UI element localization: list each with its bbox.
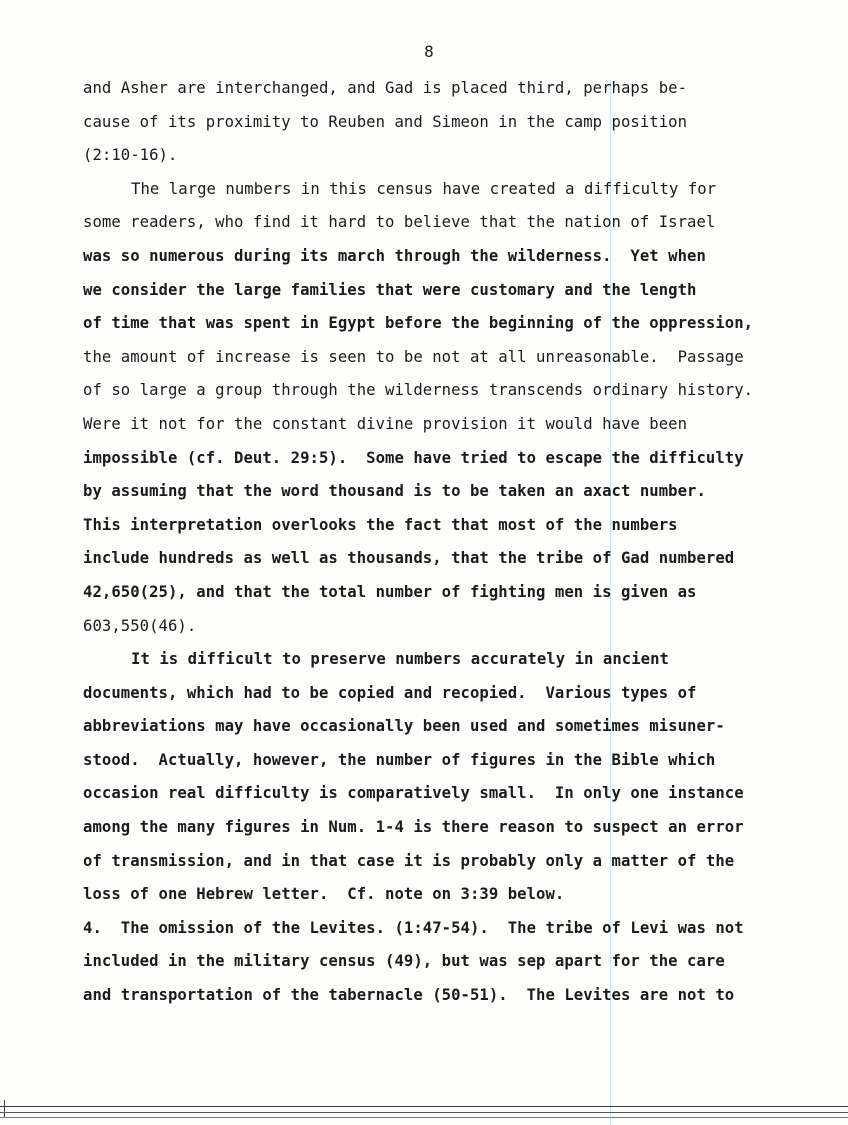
text-line: impossible (cf. Deut. 29:5). Some have tried to escape the difficulty xyxy=(83,448,744,467)
text-line: and Asher are interchanged, and Gad is placed third, perhaps be- xyxy=(83,79,688,97)
paragraph-start-line: It is difficult to preserve numbers accurately in ancient xyxy=(131,650,669,669)
text-line: among the many figures in Num. 1-4 is there reason to suspect an error xyxy=(83,818,744,837)
text-line: cause of its proximity to Reuben and Simeon in the camp position xyxy=(83,112,688,131)
body-text xyxy=(83,72,823,1013)
scan-bottom-rule xyxy=(0,1112,848,1113)
text-line: of so large a group through the wilderness transcends ordinary history. xyxy=(83,381,754,400)
section-heading-line: 4. The omission of the Levites. (1:47-54). The tribe of Levi was not xyxy=(83,918,744,937)
text-line: (2:10-16). xyxy=(83,146,178,165)
text-line: of transmission, and in that case it is probably only a matter of the xyxy=(83,851,735,870)
text-line: loss of one Hebrew letter. Cf. note on 3:39 below. xyxy=(83,885,565,904)
paragraph-start-line: The large numbers in this census have created a difficulty for xyxy=(131,179,717,198)
page-number: 8 xyxy=(424,42,434,61)
text-line: some readers, who find it hard to believe that the nation of Israel xyxy=(83,213,716,232)
text-line: we consider the large families that were customary and the length xyxy=(83,280,697,299)
text-line: was so numerous during its march through the wilderness. Yet when xyxy=(83,246,706,265)
text-line: include hundreds as well as thousands, that the tribe of Gad numbered xyxy=(83,549,735,568)
scan-edge-mark xyxy=(4,1100,5,1118)
text-line: Were it not for the constant divine provision it would have been xyxy=(83,414,688,433)
scan-bottom-rule xyxy=(0,1117,848,1118)
text-line: included in the military census (49), but was sep apart for the care xyxy=(83,952,725,971)
text-line: the amount of increase is seen to be not at all unreasonable. Passage xyxy=(83,347,744,366)
text-line: and transportation of the tabernacle (50-51). The Levites are not to xyxy=(83,986,735,1005)
text-line: of time that was spent in Egypt before the beginning of the oppression, xyxy=(83,314,754,333)
text-line: occasion real difficulty is comparatively small. In only one instance xyxy=(83,784,744,803)
scan-bottom-rule xyxy=(0,1106,848,1107)
text-line: documents, which had to be copied and recopied. Various types of xyxy=(83,683,697,702)
text-line: abbreviations may have occasionally been used and sometimes misuner- xyxy=(83,717,725,736)
text-line: 603,550(46). xyxy=(83,616,197,635)
text-line: This interpretation overlooks the fact that most of the numbers xyxy=(83,515,678,534)
text-line: by assuming that the word thousand is to be taken an axact number. xyxy=(83,482,706,501)
text-line: stood. Actually, however, the number of figures in the Bible which xyxy=(83,750,716,769)
text-line: 42,650(25), and that the total number of fighting men is given as xyxy=(83,582,697,601)
